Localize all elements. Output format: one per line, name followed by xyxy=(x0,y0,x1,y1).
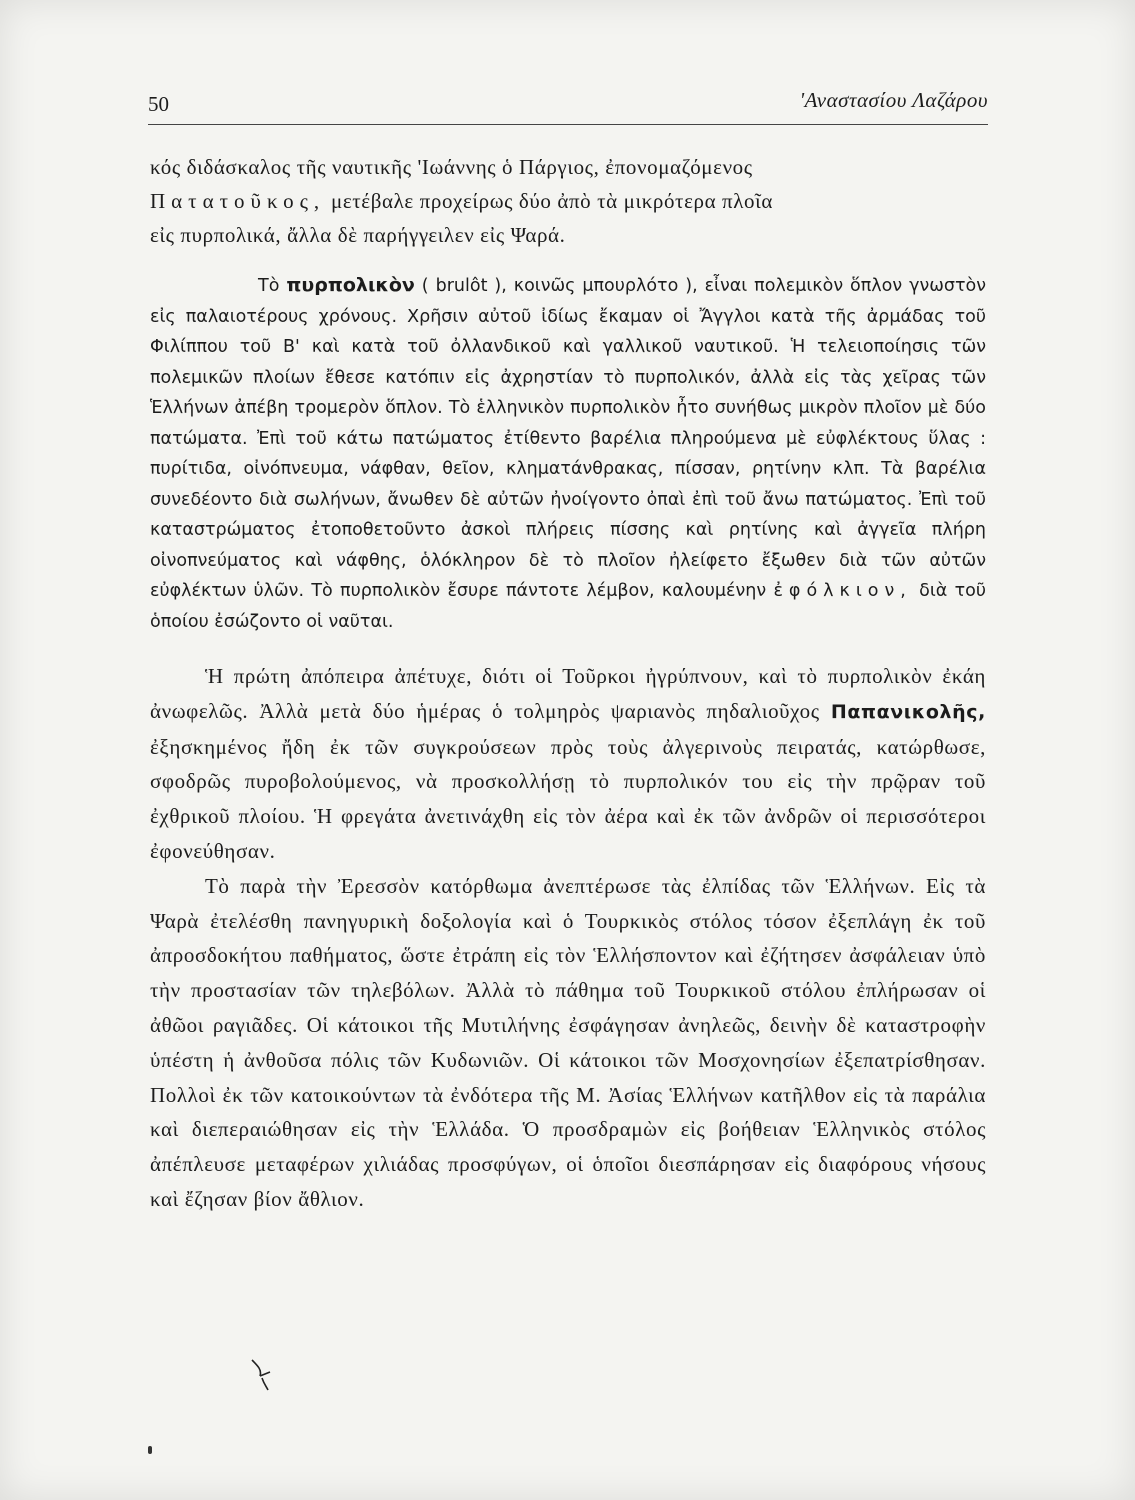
spaced-name: Πατατοῦκος, xyxy=(150,189,326,213)
line-text: εἰς πυρπολικά, ἄλλα δὲ παρήγγειλεν εἰς Ψαρά. xyxy=(150,223,566,247)
bold-name: Παπανικολῆς, xyxy=(830,700,986,723)
para-text: Τὸ παρὰ τὴν Ἐρεσσὸν κατόρθωμα ἀνεπτέρωσε τὰς ἐλπίδας τῶν Ἑλλήνων. Εἰς τὰ Ψαρὰ ἐτελέσθη πανηγυρικὴ δοξολογία καὶ ὁ Τουρκικὸς στόλος τόσον ἐξεπλάγη ἐκ τοῦ ἀπροσδοκήτου παθήματος, ὥστε ἐτράπη εἰς τὸν Ἑλλήσποντον καὶ ἐζήτησεν ἀσφάλειαν ὑπὸ τὴν προστασίαν τῶν τηλεβόλων. Ἀλλὰ τὸ πάθημα τοῦ Τουρκικοῦ στόλου ἐπλήρωσαν οἱ ἀθῶοι ραγιᾶδες. Οἱ κάτοικοι τῆς Μυτιλήνης ἐσφάγησαν ἀνηλεῶς, δεινὴν δὲ καταστροφὴν ὑπέστη ἡ ἀνθοῦσα πόλις τῶν Κυδωνιῶν. Οἱ κάτοικοι τῶν Μοσχονησίων ἐξεπατρίσθησαν. Πολλοὶ ἐκ τῶν κατοικούντων τὰ ἐνδότερα τῆς Μ. Ἀσίας Ἑλλήνων κατῆλθον εἰς τὰ παράλια καὶ διεπεραιώθησαν εἰς τὴν Ἑλλάδα. Ὁ προσδραμὼν εἰς βοήθειαν Ἑλληνικὸς στόλος ἀπέπλευσε μεταφέρων χιλιάδας προσφύγων, οἱ ὁποῖοι διεσπάρησαν εἰς διαφόρους νήσους καὶ ἔζησαν βίον ἄθλιον. xyxy=(150,873,986,1211)
note-paragraph xyxy=(150,270,986,637)
page-number: 50 xyxy=(148,92,169,116)
text-line xyxy=(150,150,986,184)
note-spaced-word: ἐφόλκιον, xyxy=(773,581,912,601)
text-line xyxy=(150,184,986,218)
note-block xyxy=(150,270,986,637)
page-body xyxy=(150,150,986,1217)
para-text: Ἡ πρώτη ἀπόπειρα ἀπέτυχε, διότι οἱ Τοῦρκοι ἠγρύπνουν, καὶ τὸ πυρπολικὸν ἐκάη ἀνωφελῶς. Ἀλλὰ μετὰ δύο ἡμέρας ὁ τολμηρὸς ψαριανὸς πηδαλιοῦχος xyxy=(150,664,986,723)
body-paragraph xyxy=(150,869,986,1217)
paragraph-eressos xyxy=(150,869,986,1217)
page-header xyxy=(148,88,988,118)
running-head: 'Αναστασίου Λαζάρου xyxy=(799,88,988,112)
line-text: κός διδάσκαλος τῆς ναυτικῆς 'Ιωάννης ὁ Πάργιος, ἐπονομαζόμενος xyxy=(150,155,753,179)
body-paragraph xyxy=(150,659,986,869)
header-rule xyxy=(148,124,988,125)
continued-paragraph xyxy=(150,150,986,252)
paragraph-papanikolis xyxy=(150,659,986,869)
line-text: μετέβαλε προχείρως δύο ἀπὸ τὰ μικρότερα πλοῖα xyxy=(325,189,773,213)
note-text: ( brulôt ), κοινῶς μπουρλότο ), εἶναι πολεμικὸν ὅπλον γνωστὸν εἰς παλαιοτέρους χρόνους. Χρῆσιν αὐτοῦ ἰδίως ἔκαμαν οἱ Ἄγγλοι κατὰ τῆς ἀρμάδας τοῦ Φιλίππου τοῦ Β' καὶ κατὰ τοῦ ὀλλανδικοῦ καὶ γαλλικοῦ ναυτικοῦ. Ἡ τελειοποίησις τῶν πολεμικῶν πλοίων ἔθεσε κατόπιν εἰς ἀχρηστίαν τὸ πυρπολικόν, ἀλλὰ εἰς τὰς χεῖρας τῶν Ἑλλήνων ἀπέβη τρομερὸν ὅπλον. Τὸ ἑλληνικὸν πυρπολικὸν ἦτο συνήθως μικρὸν πλοῖον μὲ δύο πατώματα. Ἐπὶ τοῦ κάτω πατώματος ἐτίθεντο βαρέλια πληρούμενα μὲ εὐφλέκτους ὕλας : πυρίτιδα, οἰνόπνευμα, νάφθαν, θεῖον, κληματάνθρακας, πίσσαν, ρητίνην κλπ. Τὰ βαρέλια συνεδέοντο διὰ σωλήνων, ἄνωθεν δὲ αὐτῶν ἠνοίγοντο ὀπαὶ ἐπὶ τοῦ ἄνω πατώματος. Ἐπὶ τοῦ καταστρώματος ἐτοποθετοῦντο ἀσκοὶ πλήρεις πίσσης καὶ ρητίνης καὶ ἀγγεῖα πλήρη οἰνοπνεύματος καὶ νάφθης, ὁλόκληρον δὲ τὸ πλοῖον ἠλείφετο ἔξωθεν διὰ τῶν αὐτῶν εὐφλέκτων ὑλῶν. Τὸ πυρπολικὸν ἔσυρε πάντοτε λέμβον, καλουμένην xyxy=(150,276,986,601)
note-term: πυρπολικὸν xyxy=(286,274,415,296)
para-text: ἐξησκημένος ἤδη ἐκ τῶν συγκρούσεων πρὸς τοὺς ἀλγερινοὺς πειρατάς, κατώρθωσε, σφοδρῶς πυροβολούμενος, νὰ προσκολλήσῃ τὸ πυρπολικόν του εἰς τὴν πρῷραν τοῦ ἐχθρικοῦ πλοίου. Ἡ φρεγάτα ἀνετινάχθη εἰς τὸν ἀέρα καὶ ἐκ τῶν ἀνδρῶν οἱ περισσότεροι ἐφονεύθησαν. xyxy=(150,734,986,863)
text-line xyxy=(150,218,986,252)
stray-mark xyxy=(148,1446,152,1454)
note-text-end: διὰ τοῦ ὁποίου ἐσώζοντο οἱ ναῦται. xyxy=(150,581,986,632)
pencil-mark xyxy=(248,1356,278,1392)
note-lead: Τὸ xyxy=(258,276,287,296)
